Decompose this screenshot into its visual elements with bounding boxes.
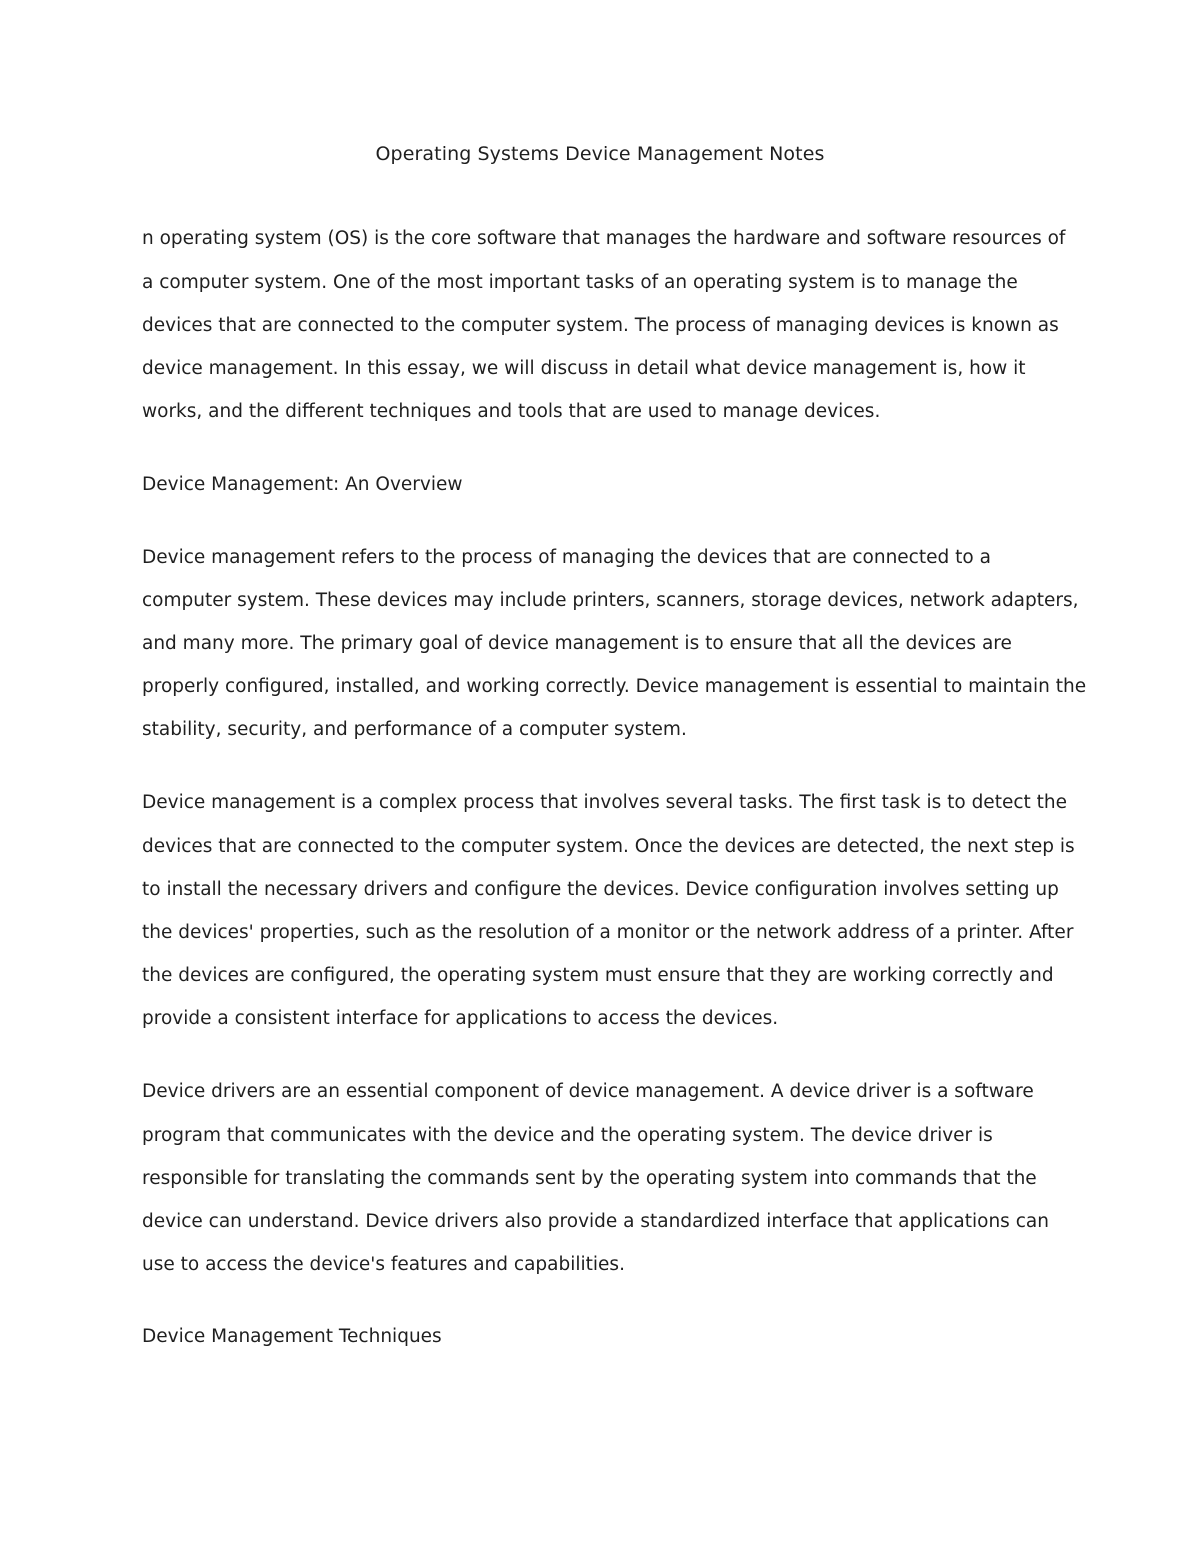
section-heading-overview: Device Management: An Overview — [142, 474, 463, 495]
text-line: and many more. The primary goal of device management is to ensure that all the devices are — [142, 633, 1012, 654]
text-line: Device drivers are an essential component of device management. A device driver is a software — [142, 1081, 1034, 1102]
text-line: Device management refers to the process of managing the devices that are connected to a — [142, 547, 991, 568]
text-line: provide a consistent interface for applications to access the devices. — [142, 1008, 779, 1029]
document-title: Operating Systems Device Management Notes — [375, 143, 825, 165]
text-line: the devices are configured, the operating system must ensure that they are working correctly and — [142, 965, 1054, 986]
text-line: responsible for translating the commands sent by the operating system into commands that the — [142, 1168, 1037, 1189]
text-line: device can understand. Device drivers also provide a standardized interface that applications can — [142, 1211, 1049, 1232]
text-line: the devices' properties, such as the resolution of a monitor or the network address of a printer. After — [142, 922, 1074, 943]
text-line: use to access the device's features and capabilities. — [142, 1254, 625, 1275]
text-line: devices that are connected to the computer system. The process of managing devices is known as — [142, 315, 1059, 336]
text-line: n operating system (OS) is the core software that manages the hardware and software resources of — [142, 228, 1066, 249]
text-line: devices that are connected to the computer system. Once the devices are detected, the next step is — [142, 836, 1075, 857]
section-heading-techniques: Device Management Techniques — [142, 1326, 442, 1347]
text-line: Device management is a complex process that involves several tasks. The first task is to detect the — [142, 792, 1067, 813]
text-line: properly configured, installed, and working correctly. Device management is essential to maintain the — [142, 676, 1087, 697]
text-line: device management. In this essay, we will discuss in detail what device management is, how it — [142, 358, 1026, 379]
text-line: stability, security, and performance of a computer system. — [142, 719, 687, 740]
text-line: a computer system. One of the most important tasks of an operating system is to manage the — [142, 272, 1018, 293]
text-line: computer system. These devices may include printers, scanners, storage devices, network adapters, — [142, 590, 1079, 611]
text-line: to install the necessary drivers and configure the devices. Device configuration involves setting up — [142, 879, 1059, 900]
text-line: program that communicates with the device and the operating system. The device driver is — [142, 1125, 993, 1146]
text-line: works, and the different techniques and tools that are used to manage devices. — [142, 401, 881, 422]
